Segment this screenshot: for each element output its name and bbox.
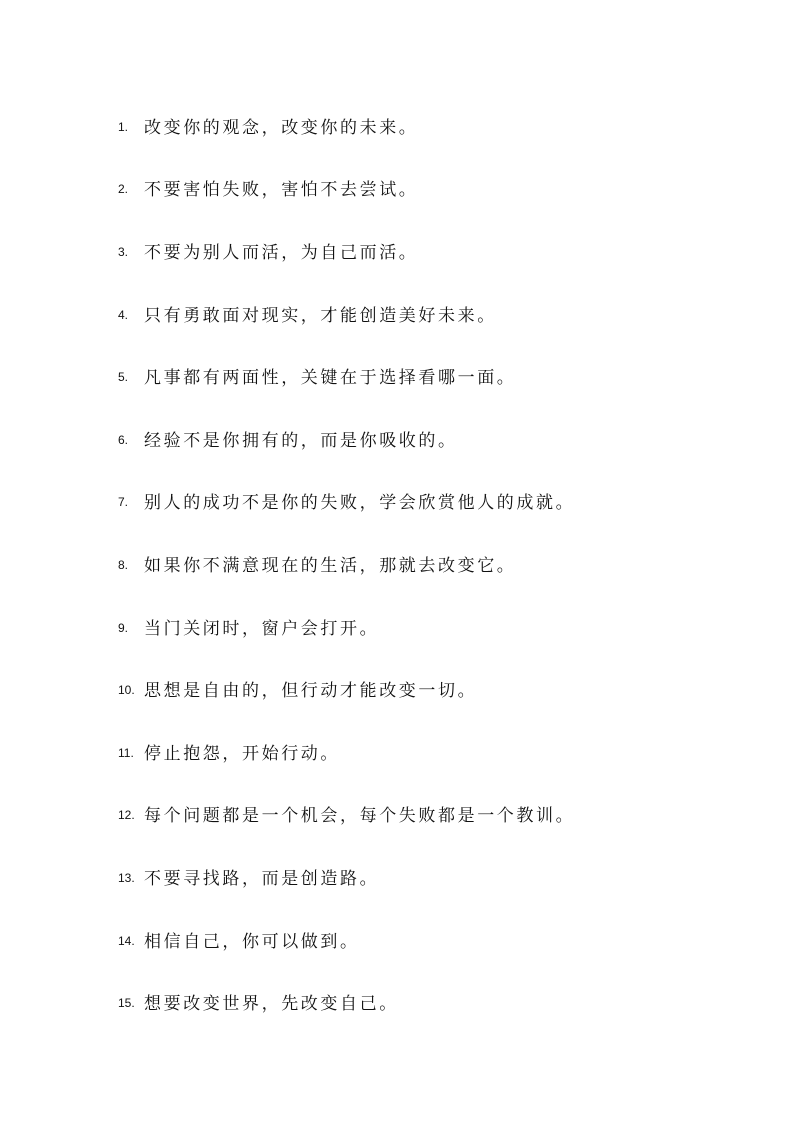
list-item (118, 970, 575, 1033)
item-text: 每个问题都是一个机会，每个失败都是一个教训。 (144, 806, 576, 827)
item-number: 10. (118, 683, 135, 698)
quote-list (118, 94, 575, 1033)
item-number: 5. (118, 370, 129, 385)
list-item (118, 407, 575, 470)
item-text: 不要害怕失败，害怕不去尝试。 (144, 180, 419, 201)
list-item (118, 657, 575, 720)
list-item (118, 470, 575, 533)
item-number: 1. (118, 119, 129, 134)
item-text: 不要寻找路，而是创造路。 (144, 868, 380, 889)
list-item (118, 532, 575, 595)
item-number: 6. (118, 432, 129, 447)
item-text: 当门关闭时，窗户会打开。 (144, 618, 380, 639)
list-item (118, 720, 575, 783)
item-text: 别人的成功不是你的失败，学会欣赏他人的成就。 (144, 493, 576, 514)
item-number: 7. (118, 495, 129, 510)
item-text: 想要改变世界，先改变自己。 (144, 994, 399, 1015)
item-number: 4. (118, 307, 129, 322)
item-number: 13. (118, 870, 135, 885)
list-item (118, 845, 575, 908)
list-item (118, 219, 575, 282)
list-item (118, 344, 575, 407)
item-number: 9. (118, 620, 129, 635)
list-item (118, 157, 575, 220)
item-number: 12. (118, 808, 135, 823)
item-number: 14. (118, 933, 135, 948)
item-text: 如果你不满意现在的生活，那就去改变它。 (144, 555, 517, 576)
list-item (118, 595, 575, 658)
item-number: 3. (118, 244, 129, 259)
list-item (118, 783, 575, 846)
item-text: 思想是自由的，但行动才能改变一切。 (144, 681, 478, 702)
item-text: 凡事都有两面性，关键在于选择看哪一面。 (144, 368, 517, 389)
item-text: 经验不是你拥有的，而是你吸收的。 (144, 430, 458, 451)
item-number: 15. (118, 996, 135, 1011)
item-text: 不要为别人而活，为自己而活。 (144, 242, 419, 263)
item-text: 改变你的观念，改变你的未来。 (144, 117, 419, 138)
item-number: 8. (118, 557, 129, 572)
list-item (118, 908, 575, 971)
list-item (118, 282, 575, 345)
item-text: 只有勇敢面对现实，才能创造美好未来。 (144, 305, 497, 326)
item-number: 2. (118, 182, 129, 197)
item-number: 11. (118, 745, 134, 760)
item-text: 停止抱怨，开始行动。 (144, 743, 340, 764)
list-item (118, 94, 575, 157)
item-text: 相信自己，你可以做到。 (144, 931, 360, 952)
